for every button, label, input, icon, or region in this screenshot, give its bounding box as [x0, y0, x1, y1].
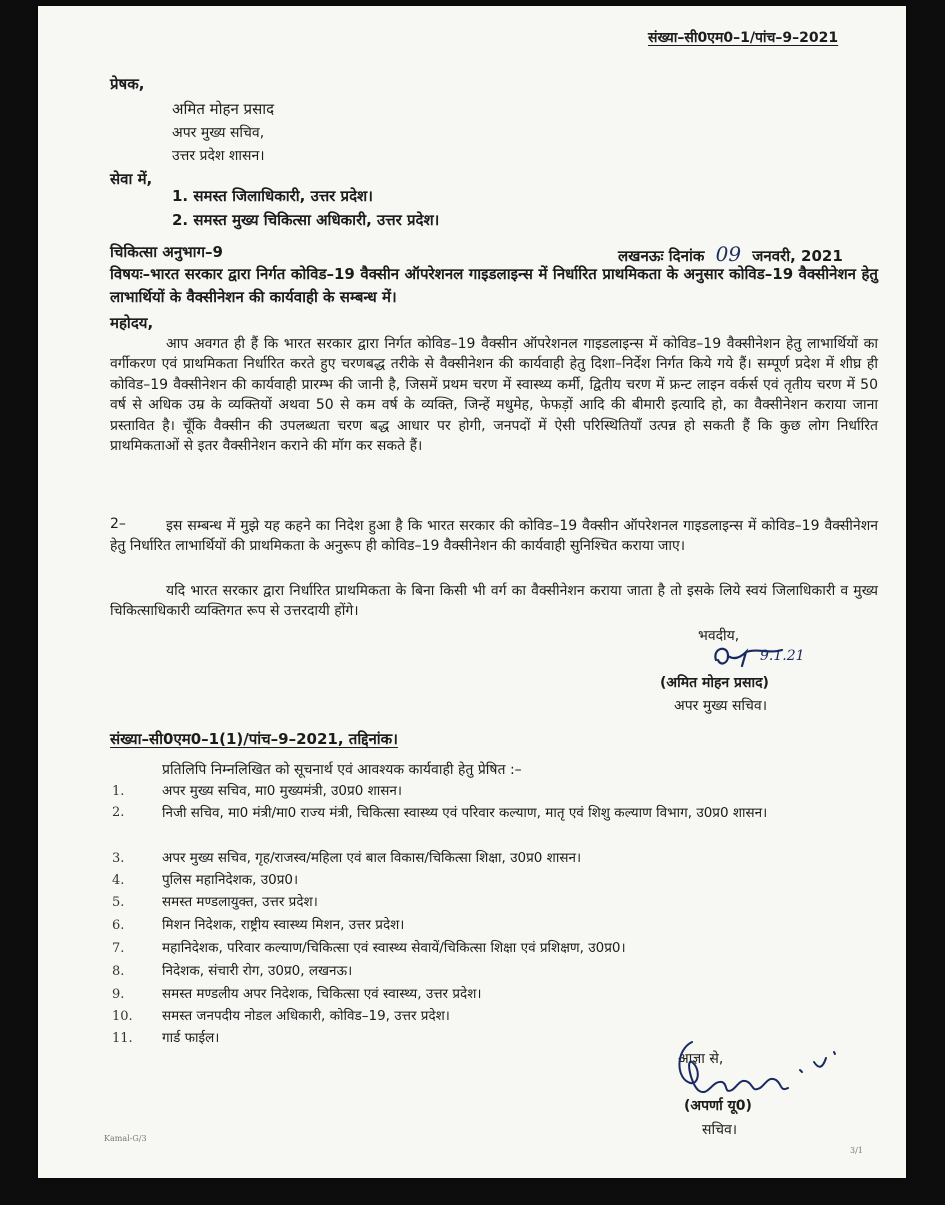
list-item-number: 7. [112, 941, 125, 956]
list-item-number: 5. [112, 895, 125, 910]
list-item-text: अपर मुख्य सचिव, गृह/राजस्व/महिला एवं बाल विकास/चिकित्सा शिक्षा, उ0प्र0 शासन। [162, 850, 582, 866]
date-prefix: लखनऊः दिनांक [618, 247, 705, 265]
order-label: आज्ञा से, [678, 1051, 724, 1067]
subject-line [110, 263, 878, 309]
signature-date: 9.1.21 [760, 648, 805, 664]
list-item-text: अपर मुख्य सचिव, मा0 मुख्यमंत्री, उ0प्र0 शासन। [162, 783, 402, 799]
list-item-text: निदेशक, संचारी रोग, उ0प्र0, लखनऊ। [162, 963, 353, 979]
list-item-number: 6. [112, 918, 125, 933]
reference-number: संख्या–सी0एम0–1/पांच–9–2021 [648, 30, 839, 46]
copy-reference: संख्या–सी0एम0–1(1)/पांच–9–2021, तद्दिनांक। [110, 730, 398, 748]
list-item-text: समस्त मण्डलीय अपर निदेशक, चिकित्सा एवं स्वास्थ्य, उत्तर प्रदेश। [162, 986, 482, 1002]
footer-right-code: 3/1 [850, 1146, 863, 1155]
list-item-text: निजी सचिव, मा0 मंत्री/मा0 राज्य मंत्री, चिकित्सा स्वास्थ्य एवं परिवार कल्याण, मातृ एवं शिशु कल्याण विभाग, उ0प्र0 शासन। [162, 805, 768, 821]
copy-intro: प्रतिलिपि निम्नलिखित को सूचनार्थ एवं आवश्यक कार्यवाही हेतु प्रेषित :– [162, 762, 522, 778]
list-item-number: 9. [112, 987, 125, 1002]
list-item-text: समस्त मण्डलायुक्त, उत्तर प्रदेश। [162, 894, 318, 910]
list-item-text: समस्त जनपदीय नोडल अधिकारी, कोविड–19, उत्तर प्रदेश। [162, 1008, 450, 1024]
paragraph-2-number: 2– [110, 516, 126, 532]
sender-designation: अपर मुख्य सचिव, [172, 125, 265, 141]
paragraph-2: इस सम्बन्ध में मुझे यह कहने का निदेश हुआ है कि भारत सरकार की कोविड–19 वैक्सीन ऑपरेशनल गाइडलाइन्स में कोविड–19 वैक्सीनेशन हेतु निर्धारित लाभार्थियों की प्राथमिकता के अनुरूप ही कोविड–19 वैक्सीनेशन की कार्यवाही सुनिश्चित कराया जाए। [110, 518, 878, 555]
section-name: चिकित्सा अनुभाग–9 [110, 243, 223, 261]
signatory-designation: अपर मुख्य सचिव। [674, 698, 768, 714]
paragraph-3: यदि भारत सरकार द्वारा निर्धारित प्राथमिकता के बिना किसी भी वर्ग का वैक्सीनेशन कराया जाता है तो इसके लिये स्वयं जिलाधिकारी व मुख्य चिकित्साधिकारी व्यक्तिगत रूप से उत्तरदायी होंगे। [110, 583, 878, 620]
to-label: सेवा में, [110, 170, 153, 188]
sender-name: अमित मोहन प्रसाद [172, 100, 275, 118]
list-item-number: 2. [112, 805, 125, 820]
list-item-text: महानिदेशक, परिवार कल्याण/चिकित्सा एवं स्वास्थ्य सेवायें/चिकित्सा शिक्षा एवं प्रशिक्षण, उ0प्र0। [162, 940, 626, 956]
footer-left-code: Kamal-G/3 [104, 1134, 147, 1143]
copy-signatory-name: (अपर्णा यू0) [684, 1098, 752, 1114]
list-item-number: 8. [112, 964, 125, 979]
copy-signatory-designation: सचिव। [702, 1122, 738, 1138]
list-item-text: गार्ड फाईल। [162, 1030, 220, 1046]
list-item-number: 10. [112, 1009, 133, 1024]
list-item-text: मिशन निदेशक, राष्ट्रीय स्वास्थ्य मिशन, उत्तर प्रदेश। [162, 917, 405, 933]
salutation: महोदय, [110, 314, 154, 332]
subject-text: विषयः–भारत सरकार द्वारा निर्गत कोविड–19 वैक्सीन ऑपरेशनल गाइडलाइन्स में निर्धारित प्राथमिकता के अनुसार कोविड–19 वैक्सीनेशन हेतु लाभार्थियों के वैक्सीनेशन की कार्यवाही के सम्बन्ध में। [110, 265, 878, 306]
date-handwritten: 09 [715, 242, 742, 266]
date-suffix: जनवरी, 2021 [752, 247, 843, 265]
sender-label: प्रेषक, [110, 75, 145, 93]
list-item-number: 4. [112, 873, 125, 888]
paragraph-1: आप अवगत ही हैं कि भारत सरकार द्वारा निर्गत कोविड–19 वैक्सीन ऑपरेशनल गाइडलाइन्स में कोविड–19 वैक्सीनेशन हेतु लाभार्थियों का वर्गीकरण एवं प्राथमिकता निर्धारित करते हुए चरणबद्ध तरीके से वैक्सीनेशन की कार्यवाही हेतु दिशा–निर्देश निर्गत किये गये हैं। सम्पूर्ण प्रदेश में शीघ्र ही कोविड–19 वैक्सीनेशन की कार्यवाही प्रारम्भ की जानी है, जिसमें प्रथम चरण में स्वास्थ्य कर्मी, द्वितीय चरण में फ्रन्ट लाइन वर्कर्स एवं तृतीय चरण में 50 वर्ष से अधिक उम्र के व्यक्तियों अथवा 50 से कम वर्ष के व्यक्ति, जिन्हें मधुमेह, फेफड़ों आदि की बीमारी इत्यादि हो, का वैक्सीनेशन कराया जाना प्रस्तावित है। चूँकि वैक्सीन की उपलब्धता चरण बद्ध आधार पर होगी, जनपदों में ऐसी परिस्थितियाँ उत्पन्न हो सकती हैं कि कुछ लोग निर्धारित प्राथमिकताओं से इतर वैक्सीनेशन कराने की मॉग कर सकते हैं। [110, 336, 878, 455]
list-item-number: 1. [112, 784, 125, 799]
list-item-number: 11. [112, 1031, 133, 1046]
signatory-name: (अमित मोहन प्रसाद) [660, 675, 769, 691]
list-item-number: 3. [112, 851, 125, 866]
letter-page [38, 6, 906, 1178]
closing: भवदीय, [698, 628, 740, 644]
list-item-text: पुलिस महानिदेशक, उ0प्र0। [162, 872, 299, 888]
recipient-2: 2. समस्त मुख्य चिकित्सा अधिकारी, उत्तर प्रदेश। [172, 211, 440, 229]
sender-office: उत्तर प्रदेश शासन। [172, 148, 265, 164]
recipient-1: 1. समस्त जिलाधिकारी, उत्तर प्रदेश। [172, 187, 373, 205]
